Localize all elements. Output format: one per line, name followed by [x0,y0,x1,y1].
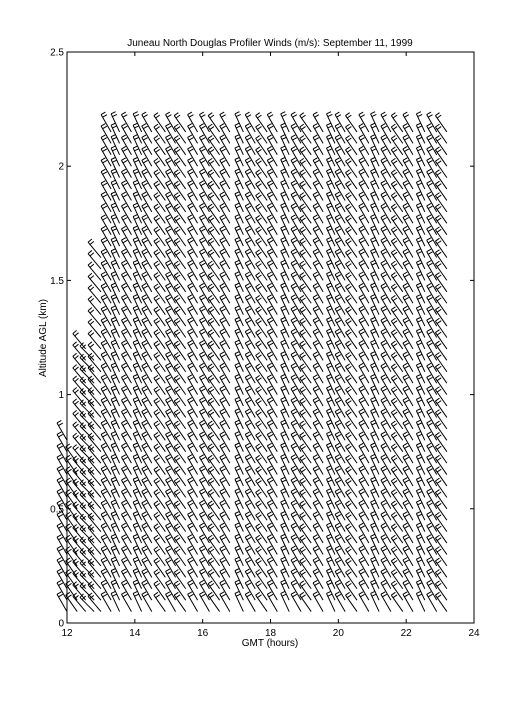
y-tick-label: 1 [58,390,64,401]
x-tick-label: 14 [129,628,141,639]
y-tick-label: 0 [58,619,64,630]
y-tick-label: 0.5 [50,504,64,515]
x-tick-label: 12 [61,628,73,639]
y-tick-label: 2.5 [50,48,64,59]
x-tick-label: 22 [401,628,413,639]
y-axis-label: Altitude AGL (km) [38,299,49,377]
x-tick-label: 18 [265,628,277,639]
y-tick-label: 1.5 [50,276,64,287]
x-tick-label: 24 [468,628,480,639]
chart-title: Juneau North Douglas Profiler Winds (m/s): September 11, 1999 [127,38,413,49]
x-axis-label: GMT (hours) [242,638,299,649]
y-tick-label: 2 [58,162,64,173]
x-tick-label: 16 [197,628,209,639]
x-tick-label: 20 [333,628,345,639]
